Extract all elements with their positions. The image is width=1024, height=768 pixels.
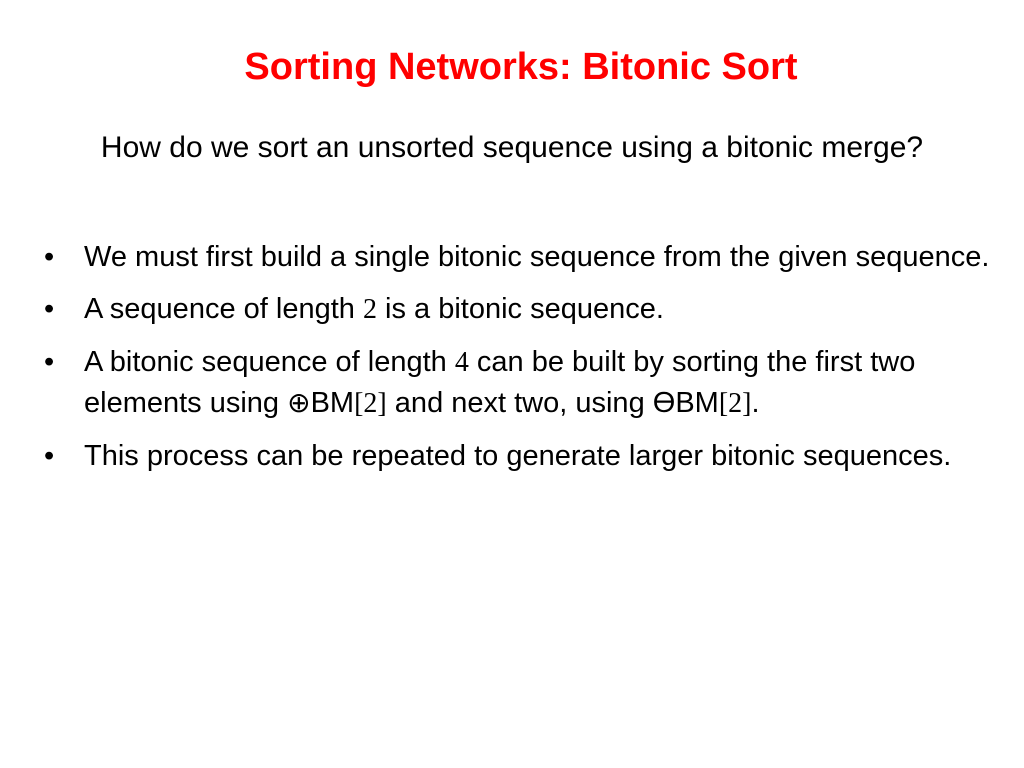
bullet-text: A bitonic sequence of length	[84, 346, 455, 378]
bullet-item-1	[44, 237, 1004, 277]
bullet-text: This process can be repeated to generate larger bitonic sequences.	[84, 440, 952, 472]
bullet-text: can be built by sorting the first two elements using	[84, 346, 916, 419]
bullet-marker: •	[44, 346, 55, 378]
bullet-marker: •	[44, 241, 55, 273]
ominus-symbol: Ө	[652, 387, 676, 419]
bullet-text: We must first build a single bitonic sequence from the given sequence.	[84, 241, 990, 273]
bullet-item-2	[44, 289, 1004, 330]
oplus-symbol: ⊕	[287, 388, 311, 419]
merge-argument: [2]	[354, 388, 387, 419]
bullet-text: is a bitonic sequence.	[376, 293, 664, 325]
bitonic-merge-label: BM	[310, 387, 355, 419]
bullet-item-4	[44, 436, 1004, 476]
bullet-marker: •	[44, 440, 55, 472]
bullet-text: .	[751, 387, 760, 419]
math-value: 2	[362, 294, 377, 325]
bullet-text: A sequence of length	[84, 293, 363, 325]
math-value: 4	[454, 347, 469, 378]
bullet-marker: •	[44, 293, 55, 325]
merge-argument: [2]	[718, 388, 752, 419]
slide-title: Sorting Networks: Bitonic Sort	[244, 46, 798, 88]
bullet-text: and next two, using	[386, 387, 653, 419]
slide-subtitle: How do we sort an unsorted sequence using a bitonic merge?	[100, 131, 924, 164]
bitonic-merge-label: BM	[675, 387, 719, 419]
bullet-list	[44, 237, 1004, 488]
bullet-item-3	[44, 342, 1004, 424]
